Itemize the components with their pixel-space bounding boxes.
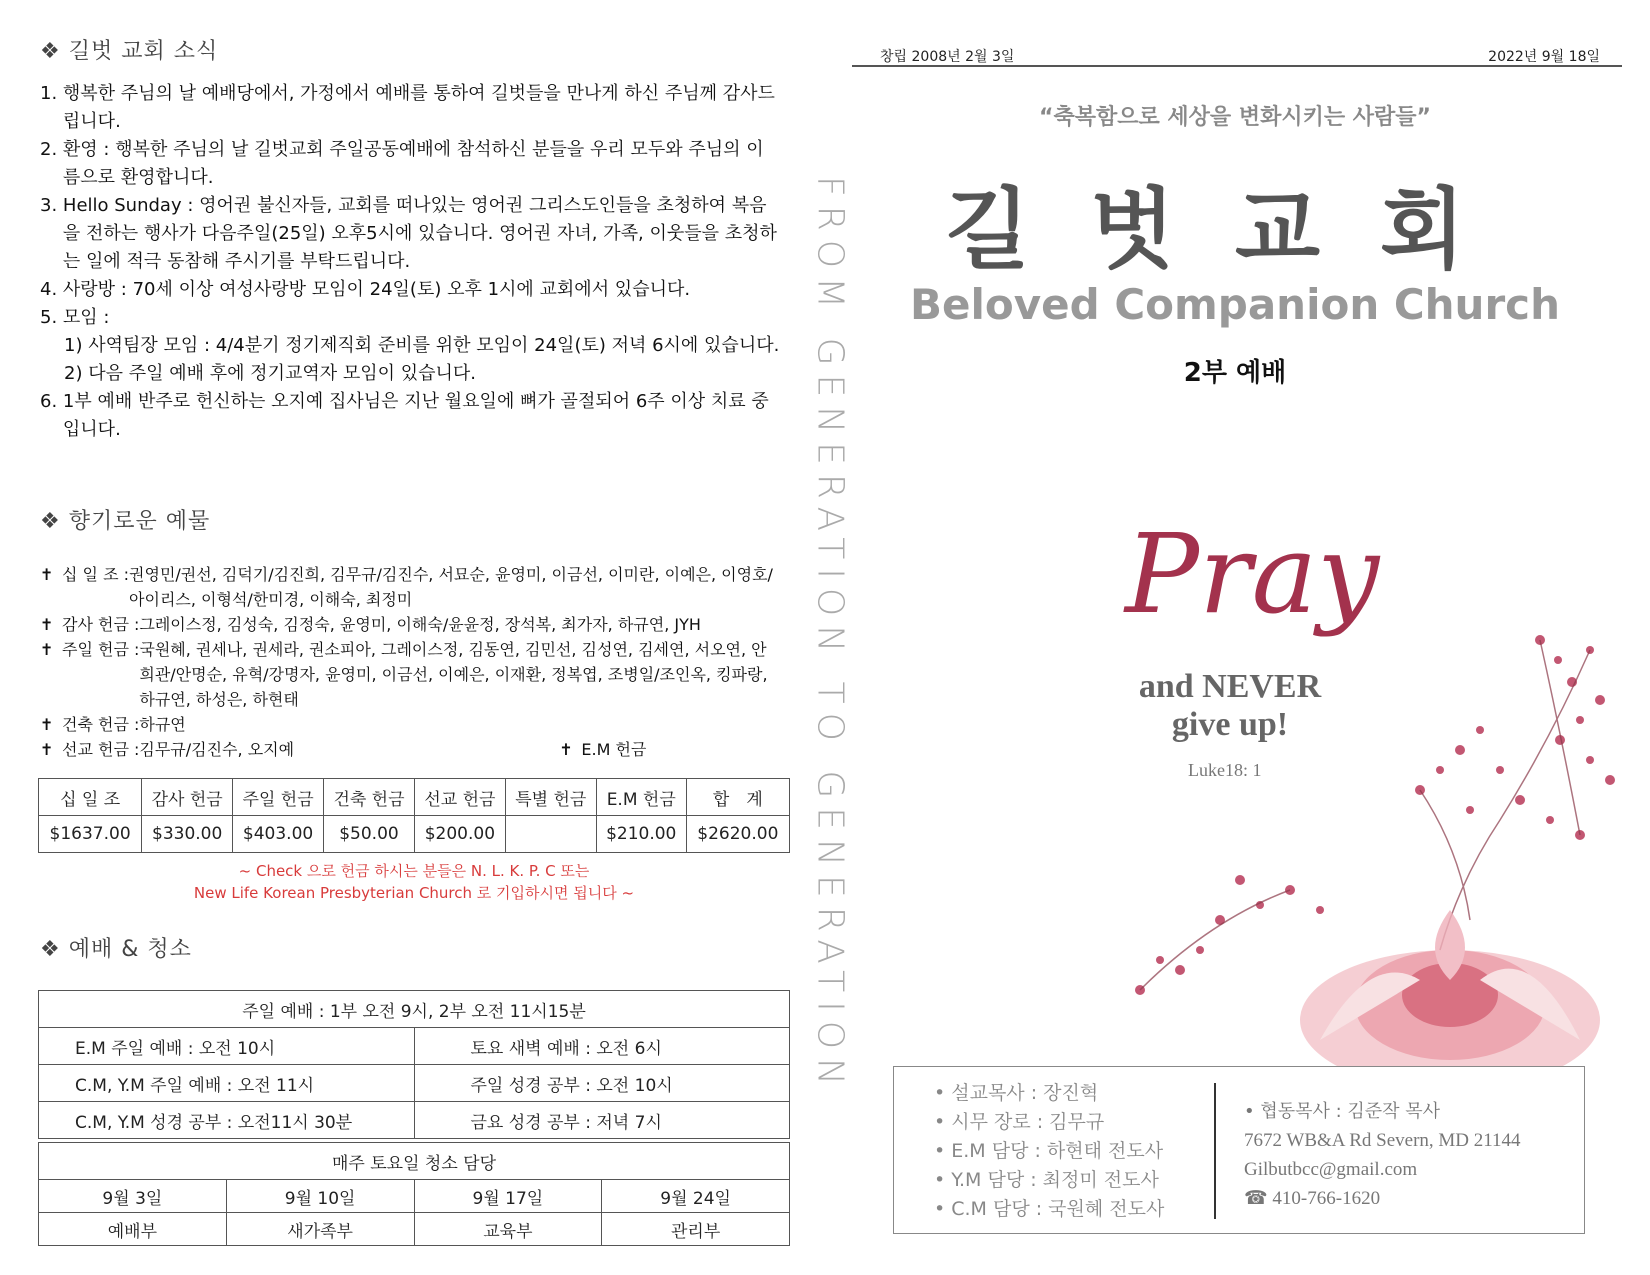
- church-address: 7672 WB&A Rd Severn, MD 21144: [1244, 1130, 1521, 1151]
- cross-icon: ✝: [559, 740, 573, 759]
- cross-icon: ✝: [40, 715, 54, 734]
- staff-list: [934, 1079, 1164, 1224]
- contact-info: [1244, 1097, 1521, 1213]
- table-cell: 관리부: [602, 1213, 790, 1246]
- table-cell: 예배부: [39, 1213, 227, 1246]
- table-cell: 9월 10일: [226, 1180, 414, 1213]
- pray-script: Pray: [1125, 510, 1380, 638]
- list-item: 4. 사랑방 : 70세 이상 여성사랑방 모임이 24일(토) 오후 1시에 교회에서 있습니다.: [40, 279, 691, 300]
- list-item: • E.M 담당 : 하현태 전도사: [934, 1140, 1164, 1162]
- table-cell: E.M 주일 예배 : 오전 10시: [39, 1028, 415, 1065]
- list-item: 1. 행복한 주님의 날 예배당에서, 가정에서 예배를 통하여 길벗들을 만나게 하신 주님께 감사드립니다.: [40, 83, 775, 132]
- table-header: E.M 헌금: [596, 779, 686, 816]
- table-cell: 9월 24일: [602, 1180, 790, 1213]
- worship-table: [38, 990, 790, 1139]
- check-note: ~ Check 으로 헌금 하시는 분들은 N. L. K. P. C 또는 New Life Korean Presbyterian Church 로 기입하시면 됩니다 ~: [193, 862, 635, 902]
- table-cell: $200.00: [414, 816, 505, 853]
- table-cell: 토요 새벽 예배 : 오전 6시: [414, 1028, 790, 1065]
- church-motto: “축복함으로 세상을 변화시키는 사람들”: [1039, 105, 1431, 130]
- table-header: 특별 헌금: [505, 779, 596, 816]
- service-title: 2부 예배: [1183, 358, 1287, 388]
- table-header: 주일 헌금: [233, 779, 324, 816]
- list-item: • 설교목사 : 장진혁: [934, 1082, 1099, 1104]
- news-section-title: ❖ 길벗 교회 소식: [40, 39, 219, 64]
- table-cell: $1637.00: [39, 816, 142, 853]
- list-item: ✝ 십 일 조 : 권영민/권선, 김덕기/김진희, 김무규/김진수, 서묘순, 윤영미, 이금선, 이미란, 이예은, 이영호/아이리스, 이형석/한미경, 이해숙, 최정미: [40, 562, 780, 612]
- cross-icon: ✝: [40, 565, 54, 584]
- table-cell: 교육부: [414, 1213, 602, 1246]
- table-cell: 금요 성경 공부 : 저녁 7시: [414, 1102, 790, 1139]
- list-item: 2) 다음 주일 예배 후에 정기교역자 모임이 있습니다.: [64, 363, 477, 384]
- table-header: 십 일 조: [39, 779, 142, 816]
- list-item: • C.M 담당 : 국원혜 전도사: [934, 1198, 1165, 1220]
- table-header: 합 계: [686, 779, 789, 816]
- bible-verse: Luke18: 1: [1188, 760, 1262, 780]
- list-item: ✝ 주일 헌금 : 국원혜, 권세나, 권세라, 권소피아, 그레이스정, 김동연, 김민선, 김성연, 김세연, 서오연, 안희관/안명순, 유혁/강명자, 윤영미, 이금선, 이예은, 이재환, 정복엽, 조병일/조인옥, 킹파랑, 하규연, 하성은, 하현태: [40, 637, 780, 712]
- table-row: [39, 1180, 790, 1213]
- church-name-english: Beloved Companion Church: [910, 280, 1560, 329]
- founded-date: 창립 2008년 2월 3일: [880, 49, 1015, 65]
- list-item: 2. 환영 : 행복한 주님의 날 길벗교회 주일공동예배에 참석하신 분들을 우리 모두와 주님의 이름으로 환영합니다.: [40, 139, 764, 188]
- cross-icon: ✝: [40, 640, 54, 659]
- sunday-worship-cell: 주일 예배 : 1부 오전 9시, 2부 오전 11시15분: [39, 991, 790, 1028]
- table-header: 선교 헌금: [414, 779, 505, 816]
- table-row: [39, 1143, 790, 1180]
- staff-info-box: [893, 1066, 1585, 1234]
- table-cell: $2620.00: [686, 816, 789, 853]
- table-cell: $403.00: [233, 816, 324, 853]
- table-cell: 9월 3일: [39, 1180, 227, 1213]
- list-item: 5. 모임 :: [40, 307, 110, 328]
- list-item: 6. 1부 예배 반주로 헌신하는 오지예 집사님은 지난 월요일에 뼈가 골절되어 6주 이상 치료 중입니다.: [40, 391, 769, 440]
- list-item: ✝ 선교 헌금 : 김무규/김진수, 오지예 ✝ E.M 헌금: [40, 737, 780, 762]
- table-cell: $50.00: [324, 816, 415, 853]
- associate-pastor: • 협동목사 : 김준작 목사: [1244, 1101, 1441, 1122]
- list-item: • Y.M 담당 : 최정미 전도사: [934, 1169, 1159, 1191]
- cross-icon: ✝: [40, 740, 54, 759]
- table-cell: $210.00: [596, 816, 686, 853]
- info-divider: [1214, 1083, 1216, 1219]
- list-item: ✝ 감사 헌금 : 그레이스정, 김성숙, 김정숙, 윤영미, 이해숙/윤윤정, 장석복, 최가자, 하규연, JYH: [40, 612, 780, 637]
- news-list: [40, 80, 780, 444]
- cross-icon: ✝: [40, 615, 54, 634]
- table-header-row: [39, 779, 790, 816]
- spine-text: FROM GENERATION TO GENERATION: [809, 176, 851, 1094]
- header-divider: [852, 65, 1622, 67]
- table-cell: 9월 17일: [414, 1180, 602, 1213]
- table-header: 건축 헌금: [324, 779, 415, 816]
- cover-header: [880, 46, 1600, 66]
- table-cell: C.M, Y.M 주일 예배 : 오전 11시: [39, 1065, 415, 1102]
- never-give-up: and NEVER give up!: [1138, 668, 1322, 743]
- offering-section-title: ❖ 향기로운 예물: [40, 509, 211, 534]
- table-cell: 주일 성경 공부 : 오전 10시: [414, 1065, 790, 1102]
- table-cell: 새가족부: [226, 1213, 414, 1246]
- table-row: [39, 1028, 790, 1065]
- church-phone: ☎ 410-766-1620: [1244, 1188, 1381, 1209]
- table-cell: [505, 816, 596, 853]
- list-item: 1) 사역팀장 모임 : 4/4분기 정기제직회 준비를 위한 모임이 24일(토) 저녁 6시에 있습니다.: [64, 335, 780, 356]
- offering-table: [38, 778, 790, 853]
- table-row: [39, 1213, 790, 1246]
- table-row: [39, 1065, 790, 1102]
- church-name: 길벗교회: [944, 178, 1526, 281]
- offering-list: [40, 562, 780, 762]
- bulletin-date: 2022년 9월 18일: [1488, 49, 1600, 65]
- table-row: [39, 991, 790, 1028]
- table-header: 감사 헌금: [142, 779, 233, 816]
- church-email[interactable]: Gilbutbcc@gmail.com: [1244, 1159, 1418, 1180]
- table-cell: C.M, Y.M 성경 공부 : 오전11시 30분: [39, 1102, 415, 1139]
- cleaning-title-cell: 매주 토요일 청소 담당: [39, 1143, 790, 1180]
- list-item: • 시무 장로 : 김무규: [934, 1111, 1105, 1133]
- table-cell: $330.00: [142, 816, 233, 853]
- list-item: ✝ 건축 헌금 : 하규연: [40, 712, 780, 737]
- list-item: 3. Hello Sunday : 영어권 불신자들, 교회를 떠나있는 영어권 그리스도인들을 초청하여 복음을 전하는 행사가 다음주일(25일) 오후5시에 있습니다. 영어권 자녀, 가족, 이웃들을 초청하는 일에 적극 동참해 주시기를 부탁드립니다.: [40, 195, 777, 272]
- em-offering-label: E.M 헌금: [581, 740, 647, 759]
- table-row: [39, 816, 790, 853]
- worship-section-title: ❖ 예배 & 청소: [40, 937, 192, 962]
- table-row: [39, 1102, 790, 1139]
- cleaning-table: [38, 1142, 790, 1246]
